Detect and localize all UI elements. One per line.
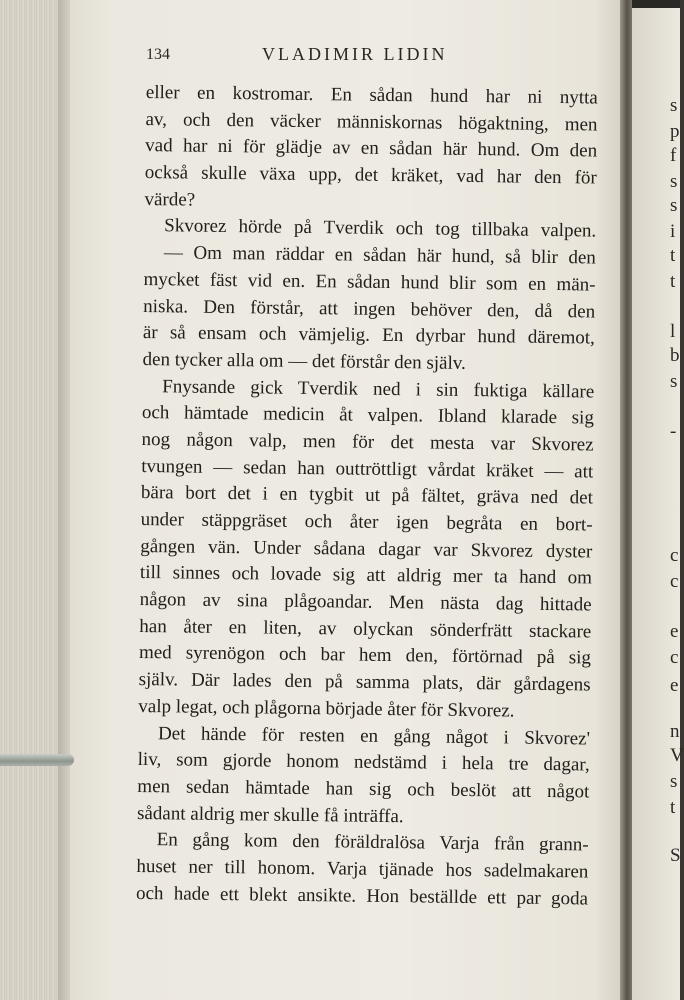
text-line: bära bort det i en tygbit ut på fältet, gräva ned det bbox=[140, 482, 594, 509]
text-line: Skvorez hörde på Tverdik och tog tillbaka valpen. bbox=[164, 215, 597, 242]
facing-page-glyph: s bbox=[670, 371, 678, 392]
text-line: någon av sina plågoandar. Men nästa dag hittade bbox=[139, 589, 592, 616]
facing-page-glyph: i bbox=[670, 221, 676, 242]
facing-page-glyph: b bbox=[670, 345, 680, 366]
facing-page-glyph: p bbox=[670, 121, 680, 142]
facing-page-glyph: c bbox=[670, 647, 679, 668]
text-line: under stäppgräset och åter igen begråta en bort- bbox=[140, 508, 593, 536]
facing-page-glyph: l bbox=[670, 321, 676, 342]
text-line: och hämtade medicin åt valpen. Ibland klarade sig bbox=[141, 402, 595, 429]
text-line: den tycker alla om — det förstår den själv. bbox=[142, 348, 466, 374]
running-head: VLADIMIR LIDIN bbox=[262, 44, 448, 64]
text-line: sådant aldrig mer skulle få inträffa. bbox=[136, 802, 404, 827]
text-line: vad har ni för glädje av en sådan här hund. Om den bbox=[145, 135, 598, 162]
text-line: med syrenögon och bar hem den, förtörnad på sig bbox=[138, 642, 592, 669]
facing-page-glyph: s bbox=[670, 195, 678, 216]
text-line: Det hände för resten en gång något i Skvorez' bbox=[157, 722, 591, 749]
facing-page-glyph: t bbox=[670, 797, 676, 818]
facing-page-glyph: S bbox=[670, 845, 681, 866]
facing-page bbox=[632, 0, 684, 1000]
text-line: till sinnes och lovade sig att aldrig mer ta hand om bbox=[139, 562, 593, 589]
facing-page-glyph: t bbox=[670, 245, 676, 266]
text-line: eller en kostromar. En sådan hund har ni nytta bbox=[145, 81, 598, 109]
bookmark-ribbon bbox=[0, 754, 74, 766]
text-line: liv, som gjorde honom nedstämd i hela tre dagar, bbox=[137, 749, 590, 776]
text-line: niska. Den förstår, att ingen behöver den, då den bbox=[143, 295, 596, 323]
text-line: valp legat, och plågorna började åter för Skvorez. bbox=[138, 695, 515, 722]
body-text bbox=[136, 80, 598, 913]
text-line: En gång kom den föräldralösa Varja från grann- bbox=[156, 829, 589, 856]
page-number: 134 bbox=[146, 46, 170, 63]
text-line: huset ner till honom. Varja tjänade hos sadelmakaren bbox=[136, 855, 589, 883]
text-line: nog någon valp, men för det mesta var Skvorez bbox=[141, 428, 594, 456]
facing-page-glyph: e bbox=[670, 675, 679, 696]
facing-page-glyph: n bbox=[670, 721, 680, 742]
text-line: värde? bbox=[144, 188, 196, 211]
text-line: är så ensam och vämjelig. En dyrbar hund däremot, bbox=[142, 322, 596, 349]
facing-page-glyph: s bbox=[670, 171, 678, 192]
text-line: mycket fäst vid en. En sådan hund blir som en män- bbox=[143, 268, 596, 296]
facing-page-glyph: s bbox=[670, 95, 678, 116]
page-edges bbox=[0, 0, 62, 1000]
text-line: tvungen — sedan han outtröttligt vårdat kräket — att bbox=[141, 455, 594, 483]
text-line: han åter en liten, av olyckan sönderfrätt stackare bbox=[139, 615, 592, 643]
text-line: men sedan hämtade han sig och beslöt att något bbox=[137, 775, 590, 803]
facing-page-glyph: c bbox=[670, 545, 679, 566]
text-line: också skulle växa upp, det kräket, vad har den för bbox=[144, 162, 597, 189]
facing-page-glyph: c bbox=[670, 571, 679, 592]
facing-page-glyph: f bbox=[670, 145, 677, 166]
facing-page-glyph: s bbox=[670, 771, 678, 792]
text-line: Fnysande gick Tverdik ned i sin fuktiga källare bbox=[162, 375, 595, 403]
text-line: gången vän. Under sådana dagar var Skvorez dyster bbox=[140, 535, 593, 563]
text-line: av, och den väcker människornas högaktning, men bbox=[145, 108, 598, 136]
text-line: själv. Där lades den på samma plats, där gårdagens bbox=[138, 669, 591, 696]
text-line: och hade ett blekt ansikte. Hon beställde ett par goda bbox=[135, 882, 589, 910]
facing-page-glyph: e bbox=[670, 621, 679, 642]
text-line: — Om man räddar en sådan här hund, så blir den bbox=[163, 242, 596, 269]
facing-page-glyph: - bbox=[670, 421, 677, 442]
facing-page-glyph: t bbox=[670, 271, 676, 292]
facing-page-glyph: V bbox=[670, 745, 684, 766]
top-dark-strip bbox=[632, 0, 680, 8]
